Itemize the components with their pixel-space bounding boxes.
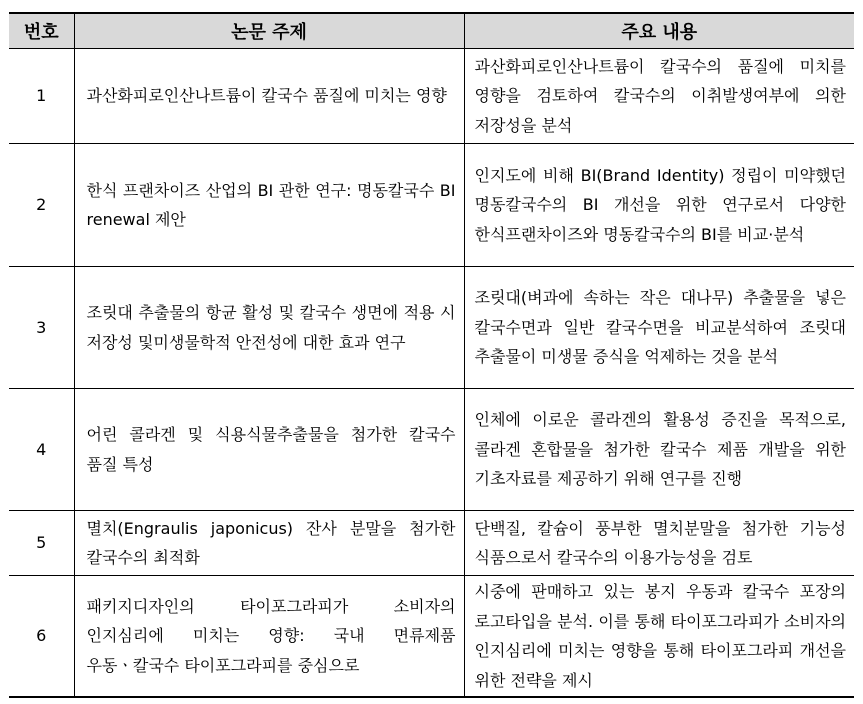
table-row bbox=[9, 576, 854, 698]
row-content: 단백질, 칼슘이 풍부한 멸치분말을 첨가한 기능성 식품으로서 칼국수의 이용가능성을 검토 bbox=[464, 511, 854, 576]
table-row bbox=[9, 267, 854, 389]
table-row bbox=[9, 389, 854, 511]
row-content: 인지도에 비해 BI(Brand Identity) 정립이 미약했던 명동칼국수의 BI 개선을 위한 연구로서 다양한 한식프랜차이즈와 명동칼국수의 BI를 비교·분석 bbox=[464, 144, 854, 267]
row-title: 멸치(Engraulis japonicus) 잔사 분말을 첨가한 칼국수의 최적화 bbox=[74, 511, 464, 576]
row-content: 과산화피로인산나트륨이 칼국수의 품질에 미치를 영향을 검토하여 칼국수의 이취발생여부에 의한 저장성을 분석 bbox=[464, 49, 854, 144]
table-body bbox=[9, 49, 854, 698]
row-title: 조릿대 추출물의 항균 활성 및 칼국수 생면에 적용 시 저장성 및미생물학적 안전성에 대한 효과 연구 bbox=[74, 267, 464, 389]
row-number: 5 bbox=[9, 511, 74, 576]
table-header bbox=[9, 13, 854, 49]
row-content: 인체에 이로운 콜라겐의 활용성 증진을 목적으로, 콜라겐 혼합물을 첨가한 칼국수 제품 개발을 위한 기초자료를 제공하기 위해 연구를 진행 bbox=[464, 389, 854, 511]
row-number: 1 bbox=[9, 49, 74, 144]
row-title: 과산화피로인산나트륨이 칼국수 품질에 미치는 영향 bbox=[74, 49, 464, 144]
row-title: 어린 콜라겐 및 식용식물추출물을 첨가한 칼국수 품질 특성 bbox=[74, 389, 464, 511]
row-content: 시중에 판매하고 있는 봉지 우동과 칼국수 포장의 로고타입을 분석. 이를 통해 타이포그라피가 소비자의 인지심리에 미치는 영향을 통해 타이포그라피 개선을 위한 전략을 제시 bbox=[464, 576, 854, 698]
row-number: 3 bbox=[9, 267, 74, 389]
header-row bbox=[9, 13, 854, 49]
header-content: 주요 내용 bbox=[464, 13, 854, 49]
table-row bbox=[9, 511, 854, 576]
row-title: 한식 프랜차이즈 산업의 BI 관한 연구: 명동칼국수 BI renewal 제안 bbox=[74, 144, 464, 267]
row-number: 4 bbox=[9, 389, 74, 511]
row-title: 패키지디자인의 타이포그라피가 소비자의 인지심리에 미치는 영향: 국내 면류제품 우동ㆍ칼국수 타이포그라피를 중심으로 bbox=[74, 576, 464, 698]
table-row bbox=[9, 49, 854, 144]
header-number: 번호 bbox=[9, 13, 74, 49]
table-row bbox=[9, 144, 854, 267]
row-content: 조릿대(벼과에 속하는 작은 대나무) 추출물을 넣은 칼국수면과 일반 칼국수면을 비교분석하여 조릿대 추출물이 미생물 증식을 억제하는 것을 분석 bbox=[464, 267, 854, 389]
header-title: 논문 주제 bbox=[74, 13, 464, 49]
research-table bbox=[9, 12, 854, 698]
row-number: 2 bbox=[9, 144, 74, 267]
row-number: 6 bbox=[9, 576, 74, 698]
